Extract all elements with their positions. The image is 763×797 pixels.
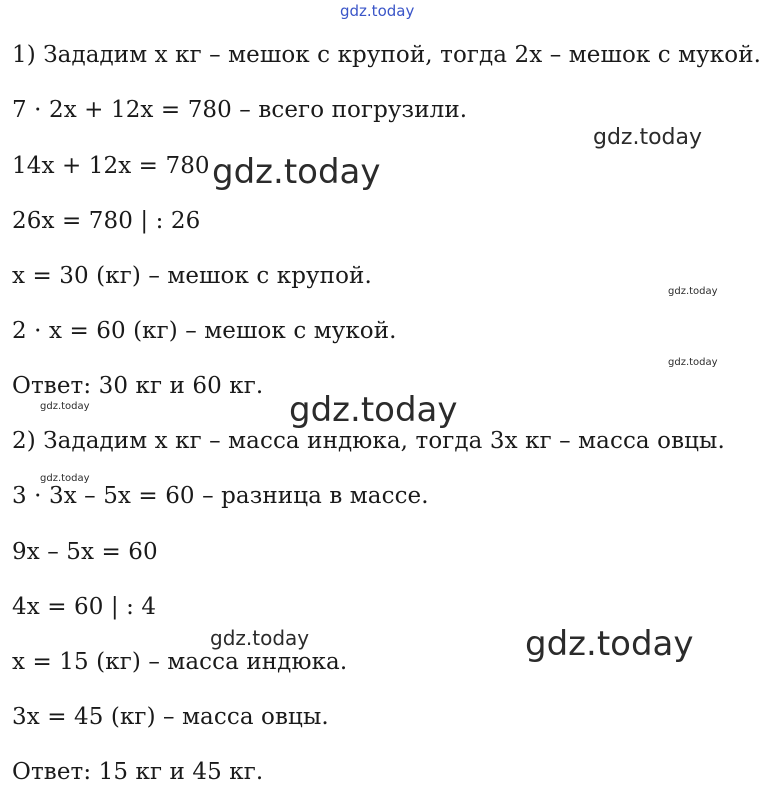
watermark-7: gdz.today	[40, 473, 90, 484]
watermark-top: gdz.today	[340, 2, 415, 20]
answer-line-2: Ответ: 15 кг и 45 кг.	[12, 759, 264, 785]
solution-line-12: x = 15 (кг) – масса индюка.	[12, 649, 348, 675]
watermark-6: gdz.today	[40, 401, 90, 412]
solution-line-11: 4x = 60 | : 4	[12, 594, 157, 620]
solution-line-5: x = 30 (кг) – мешок с крупой.	[12, 263, 372, 289]
solution-line-4: 26x = 780 | : 26	[12, 208, 201, 234]
solution-line-3: 14x + 12x = 780	[12, 153, 210, 179]
solution-line-8: 2) Зададим x кг – масса индюка, тогда 3x кг – масса овцы.	[12, 428, 725, 454]
watermark-4: gdz.today	[668, 357, 718, 368]
solution-line-1: 1) Зададим x кг – мешок с крупой, тогда 2x – мешок с мукой.	[12, 42, 762, 68]
solution-line-9: 3 · 3x – 5x = 60 – разница в массе.	[12, 483, 429, 509]
watermark-3: gdz.today	[668, 286, 718, 297]
watermark-5: gdz.today	[289, 390, 458, 430]
watermark-9: gdz.today	[525, 624, 694, 664]
answer-line-1: Ответ: 30 кг и 60 кг.	[12, 373, 264, 399]
solution-line-10: 9x – 5x = 60	[12, 539, 158, 565]
watermark-2: gdz.today	[212, 152, 381, 192]
watermark-8: gdz.today	[210, 626, 310, 650]
solution-line-6: 2 · x = 60 (кг) – мешок с мукой.	[12, 318, 397, 344]
watermark-1: gdz.today	[593, 125, 703, 150]
solution-line-13: 3x = 45 (кг) – масса овцы.	[12, 704, 329, 730]
solution-line-2: 7 · 2x + 12x = 780 – всего погрузили.	[12, 97, 468, 123]
